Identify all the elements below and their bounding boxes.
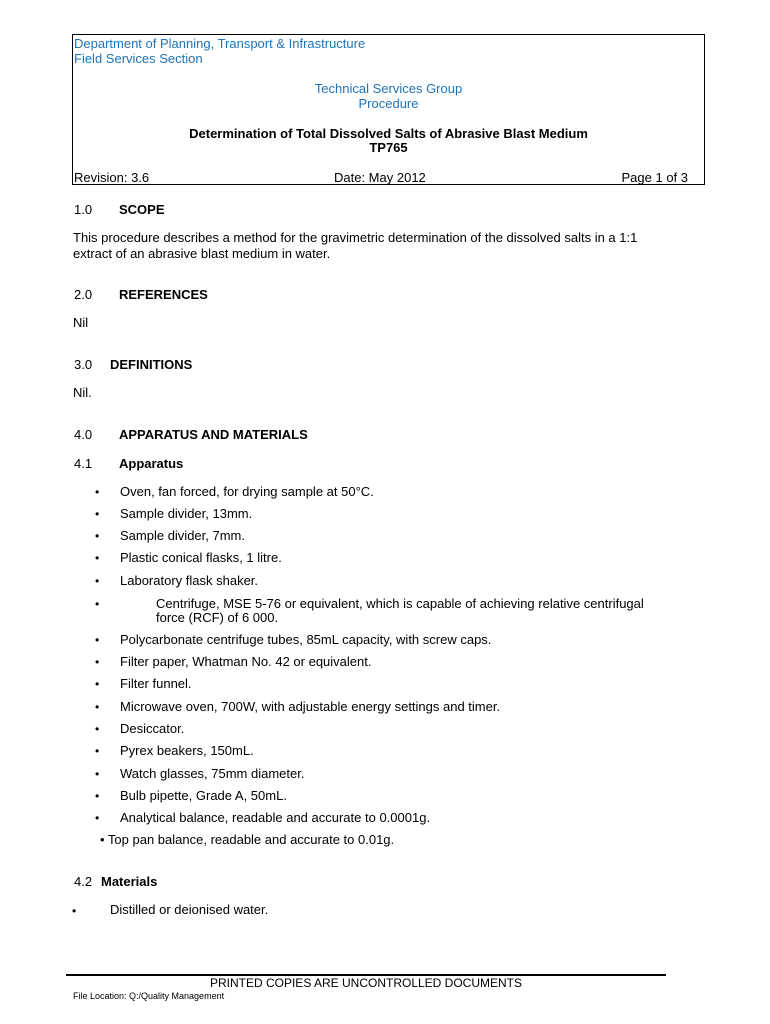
- bullet: •: [95, 700, 100, 714]
- document-title: Determination of Total Dissolved Salts of Abrasive Blast Medium: [189, 126, 588, 141]
- bullet: •: [95, 789, 100, 803]
- section-4-number: 4.0: [74, 427, 93, 442]
- scope-text-line-2: extract of an abrasive blast medium in water.: [73, 246, 331, 261]
- issue-date: Date: May 2012: [334, 170, 426, 185]
- bullet: •: [95, 551, 100, 565]
- definitions-text: Nil.: [73, 385, 92, 400]
- bullet: •: [72, 904, 77, 918]
- department-name: Department of Planning, Transport & Infrastructure: [74, 36, 366, 51]
- page-number: Page 1 of 3: [621, 170, 688, 185]
- section-3-number: 3.0: [74, 357, 93, 372]
- uncontrolled-notice: PRINTED COPIES ARE UNCONTROLLED DOCUMENTS: [209, 976, 523, 990]
- section-1-number: 1.0: [74, 202, 93, 217]
- bullet: •: [95, 655, 100, 669]
- section-4-1-heading: Apparatus: [119, 456, 184, 471]
- bullet: •: [95, 811, 100, 825]
- document-header: [72, 34, 705, 185]
- list-item: Watch glasses, 75mm diameter.: [120, 766, 305, 781]
- list-item: Pyrex beakers, 150mL.: [120, 743, 254, 758]
- bullet: •: [95, 722, 100, 736]
- list-item: Desiccator.: [120, 721, 185, 736]
- references-text: Nil: [73, 315, 89, 330]
- list-item: Bulb pipette, Grade A, 50mL.: [120, 788, 287, 803]
- bullet: •: [95, 529, 100, 543]
- section-1-heading: SCOPE: [119, 202, 165, 217]
- section-4-1-number: 4.1: [74, 456, 93, 471]
- section-2-number: 2.0: [74, 287, 93, 302]
- bullet: •: [95, 507, 100, 521]
- list-item: Filter funnel.: [120, 676, 192, 691]
- bullet: •: [95, 574, 100, 588]
- list-item: Sample divider, 13mm.: [120, 506, 253, 521]
- list-item: Filter paper, Whatman No. 42 or equivalent.: [120, 654, 372, 669]
- document-code: TP765: [369, 140, 408, 155]
- section-name: Field Services Section: [74, 51, 203, 66]
- file-location: File Location: Q:/Quality Management: [73, 991, 225, 1001]
- list-item: Sample divider, 7mm.: [120, 528, 245, 543]
- scope-text-line-1: This procedure describes a method for the gravimetric determination of the dissolved salts in a 1:1: [73, 230, 638, 245]
- bullet: •: [95, 485, 100, 499]
- list-item: Polycarbonate centrifuge tubes, 85mL capacity, with screw caps.: [120, 632, 492, 647]
- bullet: •: [95, 597, 100, 611]
- section-3-heading: DEFINITIONS: [110, 357, 193, 372]
- list-item-centrifuge-line-2: force (RCF) of 6 000.: [156, 610, 279, 625]
- section-4-heading: APPARATUS AND MATERIALS: [119, 427, 308, 442]
- list-item: Microwave oven, 700W, with adjustable energy settings and timer.: [120, 699, 501, 714]
- list-item: Analytical balance, readable and accurate to 0.0001g.: [120, 810, 431, 825]
- list-item-top-pan-balance: • Top pan balance, readable and accurate to 0.01g.: [100, 832, 395, 847]
- list-item: Distilled or deionised water.: [110, 902, 269, 917]
- list-item: Plastic conical flasks, 1 litre.: [120, 550, 282, 565]
- bullet: •: [95, 633, 100, 647]
- list-item-centrifuge-line-1: Centrifuge, MSE 5-76 or equivalent, which is capable of achieving relative centrifugal: [156, 596, 644, 611]
- section-4-2-heading: Materials: [101, 874, 158, 889]
- list-item: Oven, fan forced, for drying sample at 50°C.: [120, 484, 374, 499]
- list-item: Laboratory flask shaker.: [120, 573, 259, 588]
- revision: Revision: 3.6: [74, 170, 150, 185]
- group-name: Technical Services Group: [314, 81, 463, 96]
- section-2-heading: REFERENCES: [119, 287, 208, 302]
- bullet: •: [95, 767, 100, 781]
- section-4-2-number: 4.2: [74, 874, 93, 889]
- bullet: •: [95, 744, 100, 758]
- bullet: •: [95, 677, 100, 691]
- procedure-label: Procedure: [358, 96, 419, 111]
